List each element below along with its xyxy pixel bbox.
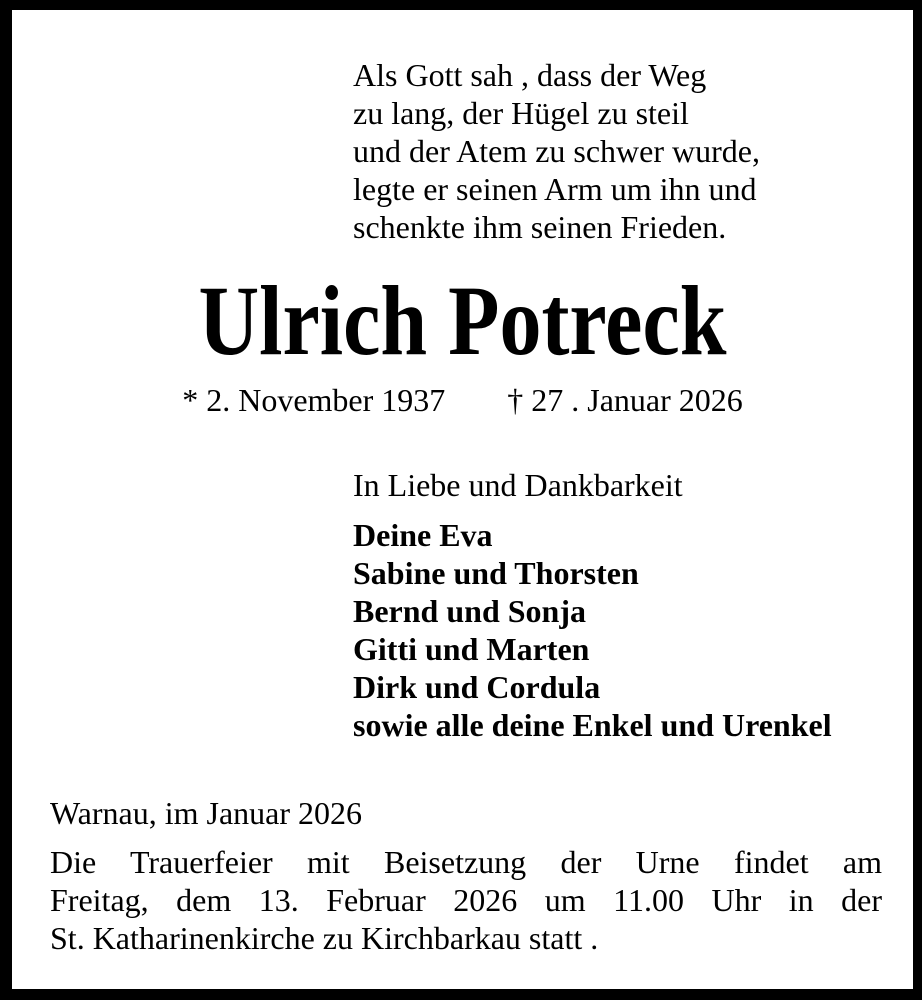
memorial-verse (353, 56, 760, 246)
mourner-line: Deine Eva (353, 517, 493, 553)
notice-line: Die Trauerfeier mit Beisetzung der Urne findet am (50, 844, 882, 880)
mourner-line: Bernd und Sonja (353, 593, 586, 629)
tribute-line: In Liebe und Dankbarkeit (353, 467, 683, 503)
funeral-notice (50, 843, 882, 957)
mourner-line: Sabine und Thorsten (353, 555, 639, 591)
death-date: † 27 . Januar 2026 (507, 382, 743, 418)
life-dates-row (12, 381, 913, 419)
mourner-line: Dirk und Cordula (353, 669, 601, 705)
obituary-content (12, 10, 913, 989)
verse-line: und der Atem zu schwer wurde, (353, 133, 760, 169)
notice-line: St. Katharinenkirche zu Kirchbarkau statt . (50, 920, 599, 956)
notice-line: Freitag, dem 13. Februar 2026 um 11.00 Uhr in der (50, 882, 882, 918)
mourner-line: Gitti und Marten (353, 631, 590, 667)
deceased-name: Ulrich Potreck (198, 265, 727, 376)
mourner-line: sowie alle deine Enkel und Urenkel (353, 707, 832, 743)
place-date-line: Warnau, im Januar 2026 (50, 795, 362, 831)
verse-line: legte er seinen Arm um ihn und (353, 171, 757, 207)
birth-date: * 2. November 1937 (182, 382, 446, 418)
verse-line: zu lang, der Hügel zu steil (353, 95, 689, 131)
verse-line: schenkte ihm seinen Frieden. (353, 209, 727, 245)
mourners-list (353, 516, 832, 744)
verse-line: Als Gott sah , dass der Weg (353, 57, 707, 93)
